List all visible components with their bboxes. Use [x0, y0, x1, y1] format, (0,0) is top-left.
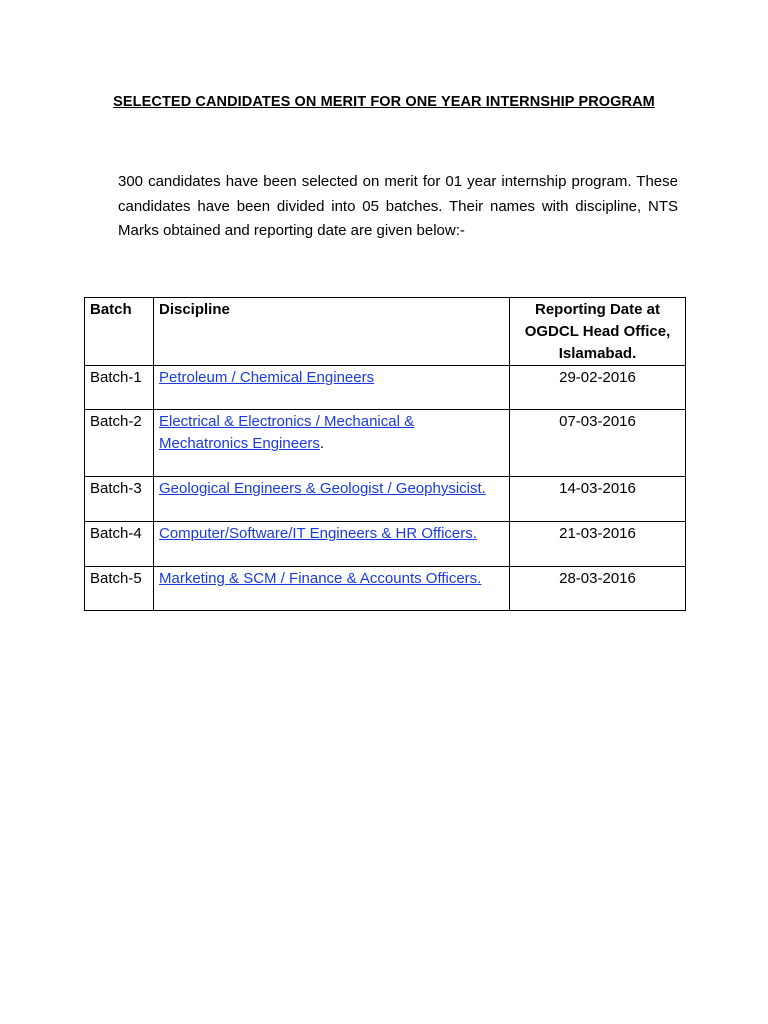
date-cell: 21-03-2016	[510, 522, 686, 567]
table-row	[85, 366, 686, 410]
discipline-cell	[154, 366, 510, 410]
date-cell: 28-03-2016	[510, 567, 686, 611]
discipline-link[interactable]: Petroleum / Chemical Engineers	[159, 369, 375, 386]
batch-cell: Batch-3	[85, 477, 154, 522]
batch-table	[84, 297, 686, 611]
header-reporting-date: Reporting Date at OGDCL Head Office, Islamabad.	[510, 298, 686, 366]
discipline-cell	[154, 477, 510, 522]
batch-cell: Batch-4	[85, 522, 154, 567]
discipline-link[interactable]: Marketing & SCM / Finance & Accounts Officers.	[159, 570, 482, 587]
table-row	[85, 522, 686, 567]
batch-cell: Batch-1	[85, 366, 154, 410]
table-row	[85, 410, 686, 477]
date-cell: 14-03-2016	[510, 477, 686, 522]
discipline-cell	[154, 567, 510, 611]
header-batch: Batch	[85, 298, 154, 366]
discipline-trail: .	[319, 435, 325, 452]
header-discipline: Discipline	[154, 298, 510, 366]
date-cell: 07-03-2016	[510, 410, 686, 477]
discipline-link[interactable]: Geological Engineers & Geologist / Geophysicist.	[159, 480, 486, 497]
discipline-cell	[154, 522, 510, 567]
discipline-cell	[154, 410, 510, 477]
date-cell: 29-02-2016	[510, 366, 686, 410]
table-row	[85, 567, 686, 611]
discipline-link[interactable]: Electrical & Electronics / Mechanical & Mechatronics Engineers	[159, 413, 415, 452]
batch-cell: Batch-5	[85, 567, 154, 611]
table-row	[85, 477, 686, 522]
batch-cell: Batch-2	[85, 410, 154, 477]
intro-paragraph: 300 candidates have been selected on merit for 01 year internship program. These candidates have been divided into 05 batches. Their names with discipline, NTS Marks obtained and reporting date are given below:-	[118, 173, 678, 239]
document-title: SELECTED CANDIDATES ON MERIT FOR ONE YEAR INTERNSHIP PROGRAM	[113, 94, 655, 110]
table-header-row	[85, 298, 686, 366]
discipline-link[interactable]: Computer/Software/IT Engineers & HR Officers.	[159, 525, 477, 542]
